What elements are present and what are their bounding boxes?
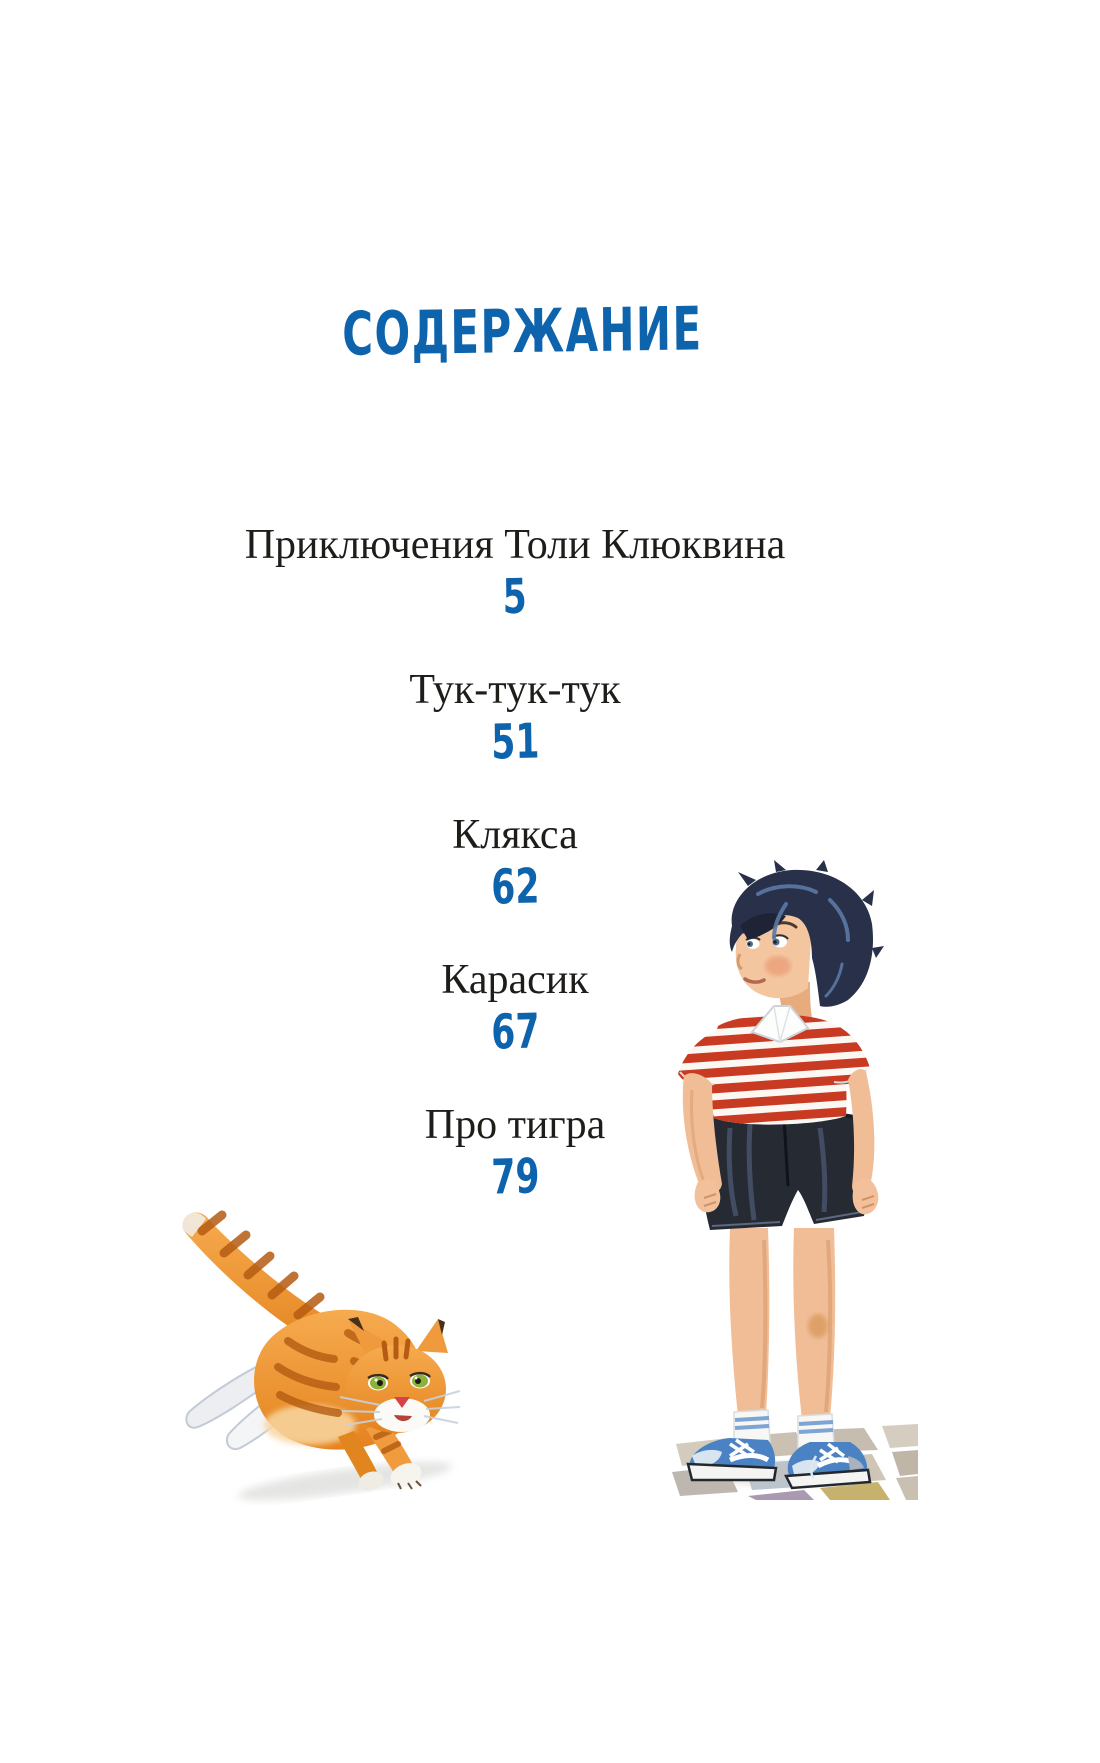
- toc-entry-title: Клякса: [452, 812, 578, 858]
- toc-entry: [0, 522, 1030, 667]
- page-number-text: 5: [502, 568, 528, 626]
- toc-entry-title: Карасик: [441, 957, 589, 1003]
- cat-shadow: [236, 1454, 453, 1505]
- toc-entry-page-number: [0, 713, 1030, 771]
- page-title: [0, 294, 1044, 370]
- boy-head: [730, 860, 884, 1007]
- toc-entry: [0, 667, 1030, 812]
- page-number-text: 79: [490, 1148, 540, 1206]
- boy-legs: [729, 1228, 835, 1420]
- toc-entry-title: Приключения Толи Клюквина: [244, 522, 786, 568]
- page-number-text: 62: [490, 858, 540, 916]
- boy-illustration: [580, 860, 920, 1500]
- toc-entry-title: Про тигра: [424, 1102, 606, 1148]
- boy-shorts: [701, 1110, 867, 1230]
- page-title-text: СОДЕРЖАНИЕ: [341, 294, 703, 370]
- page-number-text: 51: [490, 713, 540, 771]
- toc-entry-page-number: [0, 568, 1030, 626]
- toc-entry-title: Тук-тук-тук: [409, 667, 621, 713]
- running-cat-illustration: [140, 1185, 460, 1505]
- page-number-text: 67: [490, 1003, 540, 1061]
